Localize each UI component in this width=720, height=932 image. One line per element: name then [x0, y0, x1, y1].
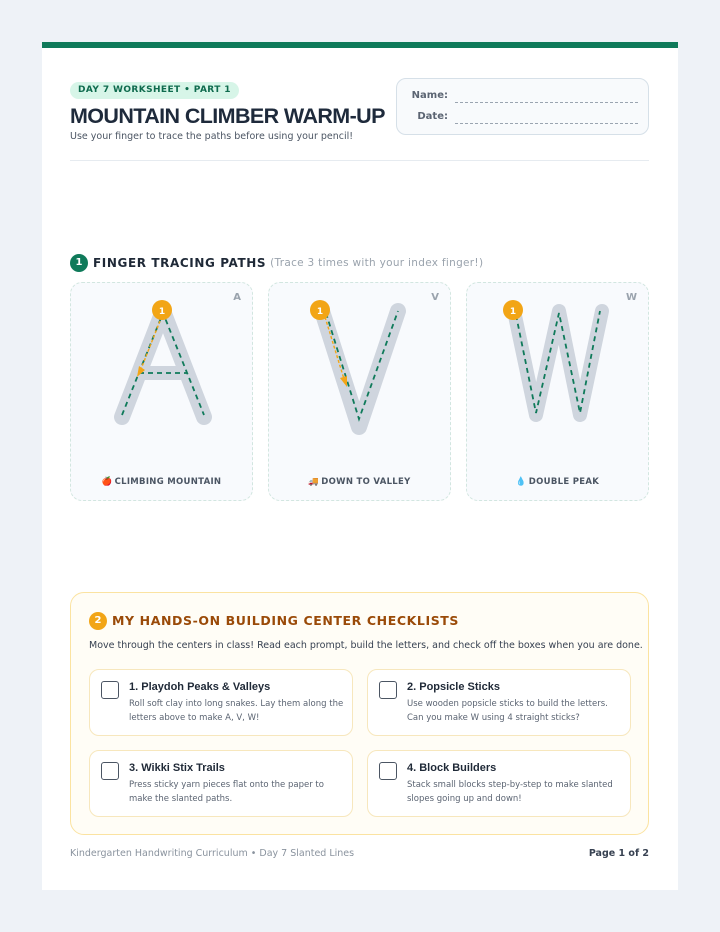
item-description: Use wooden popsicle sticks to build the letters. Can you make W using 4 straight sticks? [407, 699, 608, 723]
truck-icon: 🚚 [308, 477, 320, 487]
top-accent-bar [42, 42, 678, 48]
letter-v-path [269, 283, 452, 502]
checklist-item [367, 750, 631, 817]
tracing-card-v [268, 282, 451, 501]
name-field[interactable] [455, 102, 638, 103]
section-2-title: MY HANDS-ON BUILDING CENTER CHECKLISTS [112, 613, 460, 628]
item-title: 2. Popsicle Sticks [407, 681, 500, 693]
start-number: 1 [509, 307, 517, 317]
checkbox[interactable] [101, 681, 119, 699]
page-subtitle: Use your finger to trace the paths before using your pencil! [70, 131, 354, 142]
card-caption: 🍎 CLIMBING MOUNTAIN [101, 477, 222, 487]
letter-a-path [71, 283, 254, 502]
item-title: 1. Playdoh Peaks & Valleys [129, 681, 271, 693]
start-number: 1 [158, 307, 166, 317]
checklist-item [89, 750, 353, 817]
item-description: Press sticky yarn pieces flat onto the paper to make the slanted paths. [129, 780, 324, 804]
worksheet-badge: DAY 7 WORKSHEET • PART 1 [70, 82, 239, 99]
item-title: 4. Block Builders [407, 762, 497, 774]
section-2-header [89, 610, 459, 628]
building-center-checklist [70, 592, 649, 835]
tracing-card-w [466, 282, 649, 501]
item-title: 3. Wikki Stix Trails [129, 762, 225, 774]
footer-curriculum: Kindergarten Handwriting Curriculum • Day 7 Slanted Lines [70, 848, 355, 859]
start-number: 1 [316, 307, 324, 317]
checkbox[interactable] [379, 681, 397, 699]
date-label: Date: [417, 111, 448, 122]
card-caption: 💧 DOUBLE PEAK [515, 477, 600, 487]
date-field[interactable] [455, 123, 638, 124]
checkbox[interactable] [379, 762, 397, 780]
name-date-box [396, 78, 649, 135]
droplet-icon: 💧 [515, 477, 527, 487]
checkbox[interactable] [101, 762, 119, 780]
checklist-item [367, 669, 631, 736]
page-title: MOUNTAIN CLIMBER WARM-UP [70, 104, 385, 128]
card-caption: 🚚 DOWN TO VALLEY [308, 477, 411, 487]
section-2-intro: Move through the centers in class! Read each prompt, build the letters, and check off the boxes when you are done. [89, 640, 643, 651]
section-1-title: FINGER TRACING PATHS [93, 255, 267, 270]
letter-w-path [467, 283, 650, 502]
apple-icon: 🍎 [101, 477, 113, 487]
card-letter: A [233, 292, 241, 303]
worksheet-page [42, 42, 678, 890]
date-row [397, 111, 648, 127]
item-description: Roll soft clay into long snakes. Lay them along the letters above to make A, V, W! [129, 699, 344, 723]
section-1-header [70, 252, 483, 270]
section-1-number: 1 [70, 254, 88, 272]
checklist-item [89, 669, 353, 736]
item-description: Stack small blocks step-by-step to make slanted slopes going up and down! [407, 780, 613, 804]
header-divider [70, 160, 649, 161]
section-1-note: (Trace 3 times with your index finger!) [270, 256, 484, 269]
card-letter: W [625, 292, 637, 303]
page-number: Page 1 of 2 [588, 848, 649, 859]
tracing-card-a [70, 282, 253, 501]
name-row [397, 90, 648, 106]
name-label: Name: [411, 90, 448, 101]
card-letter: V [431, 292, 439, 303]
section-2-number: 2 [89, 612, 107, 630]
